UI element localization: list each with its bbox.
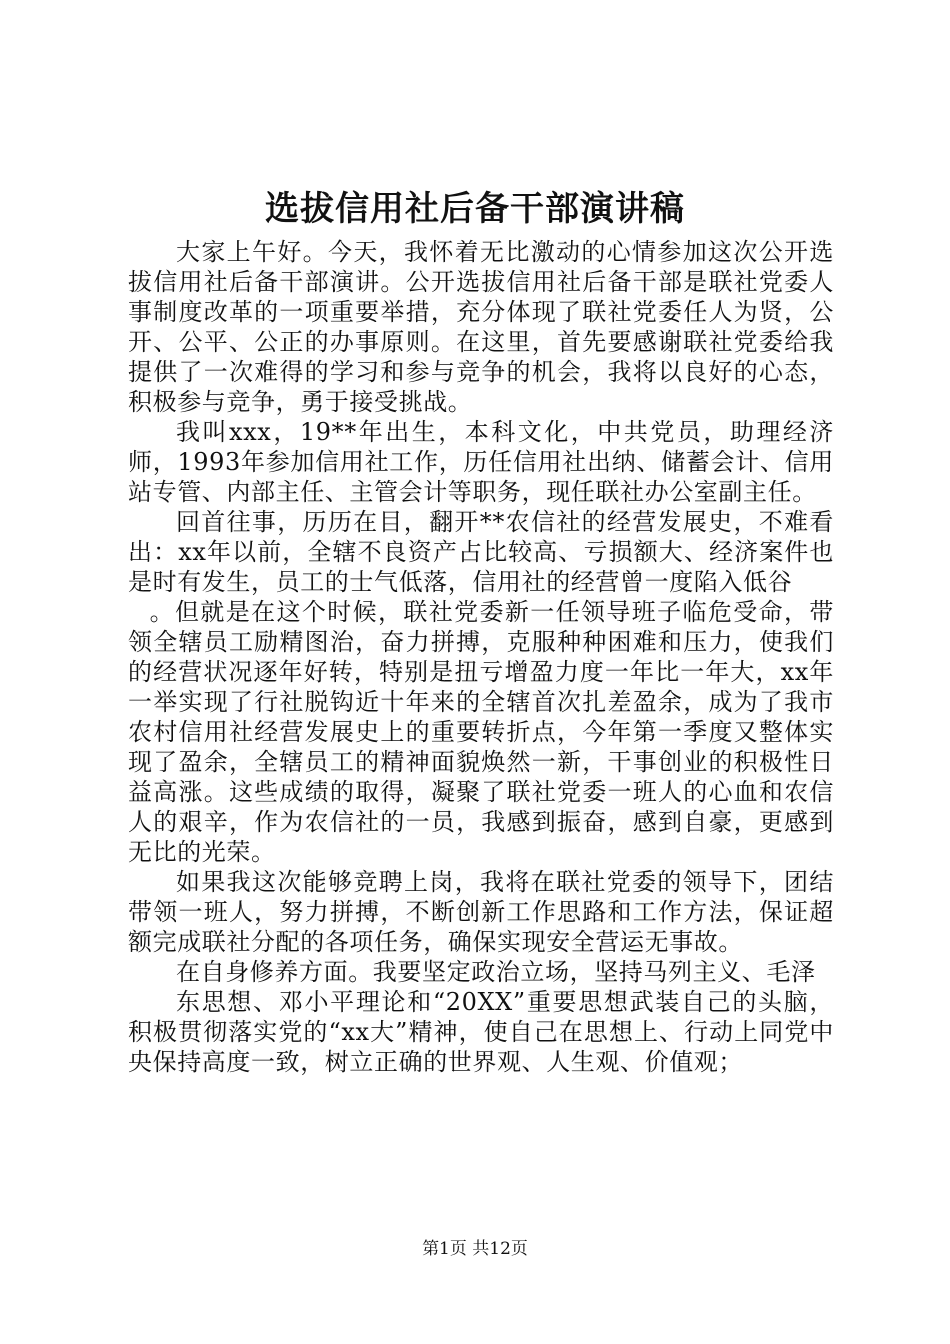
paragraph-self-introduction: 我叫xxx，19**年出生，本科文化，中共党员，助理经济师，1993年参加信用社工作，历任信用社出纳、储蓄会计、信用站专管、内部主任、主管会计等职务，现任联社办公室副主任。 <box>128 418 834 506</box>
document-title: 选拔信用社后备干部演讲稿 <box>265 189 685 229</box>
paragraph-ideology: 东思想、邓小平理论和“20XX”重要思想武装自己的头脑，积极贯彻落实党的“xx大”精神，使自己在思想上、行动上同党中央保持高度一致，树立正确的世界观、人生观、价值观； <box>128 988 834 1076</box>
page-footer: 第1页 共12页 <box>422 1239 528 1259</box>
paragraph-self-cultivation: 在自身修养方面。我要坚定政治立场，坚持马列主义、毛泽 <box>176 958 816 986</box>
paragraph-commitment: 如果我这次能够竞聘上岗，我将在联社党委的领导下，团结带领一班人，努力拼搏，不断创新工作思路和工作方法，保证超额完成联社分配的各项任务，确保实现安全营运无事故。 <box>128 868 834 956</box>
paragraph-achievements: 。但就是在这个时候，联社党委新一任领导班子临危受命，带领全辖员工励精图治，奋力拼搏，克服种种困难和压力，使我们的经营状况逐年好转，特别是扭亏增盈力度一年比一年大，xx年一举实现了行社脱钩近十年来的全辖首次扎差盈余，成为了我市农村信用社经营发展史上的重要转折点，今年第一季度又整体实现了盈余，全辖员工的精神面貌焕然一新，干事创业的积极性日益高涨。这些成绩的取得，凝聚了联社党委一班人的心血和农信人的艰辛，作为农信社的一员，我感到振奋，感到自豪，更感到无比的光荣。 <box>128 598 834 866</box>
document-body <box>128 237 834 1077</box>
paragraph-history: 回首往事，历历在目，翻开**农信社的经营发展史，不难看出：xx年以前，全辖不良资产占比较高、亏损额大、经济案件也是时有发生，员工的士气低落，信用社的经营曾一度陷入低谷 <box>128 508 834 596</box>
paragraph-greeting: 大家上午好。今天，我怀着无比激动的心情参加这次公开选拔信用社后备干部演讲。公开选拔信用社后备干部是联社党委人事制度改革的一项重要举措，充分体现了联社党委任人为贤，公开、公平、公正的办事原则。在这里，首先要感谢联社党委给我提供了一次难得的学习和参与竞争的机会，我将以良好的心态，积极参与竞争，勇于接受挑战。 <box>128 238 834 416</box>
